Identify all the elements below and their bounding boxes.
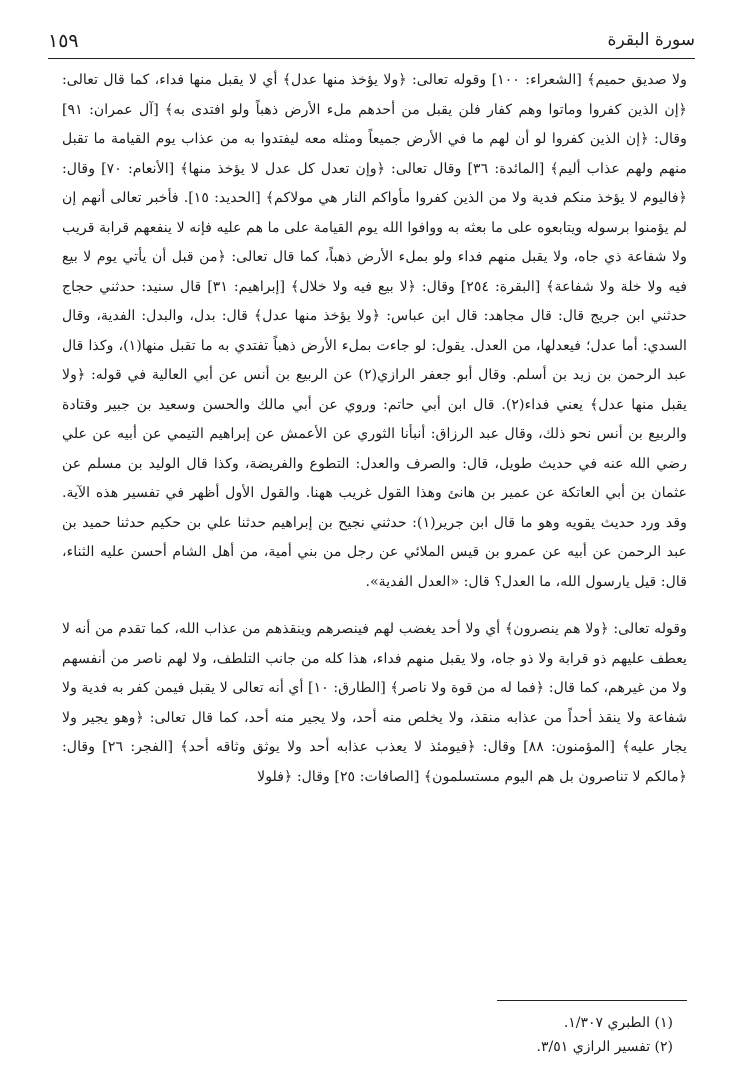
surah-title: سورة البقرة xyxy=(607,30,695,50)
paragraph-1: ولا صديق حميم﴾ [الشعراء: ١٠٠] وقوله تعالى: ﴿ولا يؤخذ منها عدل﴾ أي لا يقبل منها فداء، كما قال تعالى: ﴿إن الذين كفروا وماتوا وهم كفار فلن يقبل من أحدهم ملء الأرض ذهباً ولو افتدى به﴾ [آل عمران: ٩١] وقال: ﴿إن الذين كفروا لو أن لهم ما في الأرض جميعاً ومثله معه ليفتدوا به من عذاب يوم القيامة ما تقبل منهم ولهم عذاب أليم﴾ [المائدة: ٣٦] وقال تعالى: ﴿وإن تعدل كل عدل لا يؤخذ منها﴾ [الأنعام: ٧٠] وقال: ﴿فاليوم لا يؤخذ منكم فدية ولا من الذين كفروا مأواكم النار هي مولاكم﴾ [الحديد: ١٥]. فأخبر تعالى أنهم إن لم يؤمنوا برسوله ويتابعوه على ما بعثه به ووافوا الله يوم القيامة على ما هم عليه فإنه لا ينفعهم قرابة قريب ولا شفاعة ذي جاه، ولا يقبل منهم فداء ولو بملء الأرض ذهباً، كما قال تعالى: ﴿من قبل أن يأتي يوم لا بيع فيه ولا خلة ولا شفاعة﴾ [البقرة: ٢٥٤] وقال: ﴿لا بيع فيه ولا خلال﴾ [إبراهيم: ٣١] قال سنيد: حدثني حجاج حدثني ابن جريج قال: قال مجاهد: قال ابن عباس: ﴿ولا يؤخذ منها عدل﴾ قال: بدل، والبدل: الفدية، وقال السدي: أما عدل؛ فيعدلها، من العدل. يقول: لو جاءت بملء الأرض ذهباً تفتدي به ما تقبل منها(١)، وكذا قال عبد الرحمن بن زيد بن أسلم. وقال أبو جعفر الرازي(٢) عن الربيع بن أنس عن أبي العالية في قوله: ﴿ولا يقبل منها عدل﴾ يعني فداء(٢). قال ابن أبي حاتم: وروي عن أبي مالك والحسن وسعيد بن جبير وقتادة والربيع بن أنس نحو ذلك، وقال عبد الرزاق: أنبأنا الثوري عن الأعمش عن إبراهيم التيمي عن أبيه عن علي رضي الله عنه في حديث طويل، قال: والصرف والعدل: التطوع والفريضة، وكذا قال الوليد بن مسلم عن عثمان بن أبي العاتكة عن عمير بن هانئ وهذا القول غريب ههنا. والقول الأول أظهر في تفسير هذه الآية. وقد ورد حديث يقويه وهو ما قال ابن جرير(١): حدثني نجيح بن إبراهيم حدثنا علي بن حكيم حدثنا حميد بن عبد الرحمن عن أبيه عن عمرو بن قيس الملائي عن رجل من بني أمية، من أهل الشام أحسن عليه الثناء، قال: قيل يارسول الله، ما العدل؟ قال: «العدل الفدية». xyxy=(62,72,688,590)
main-text xyxy=(62,66,687,792)
footnote-2: (٢) تفسير الرازي ٣/٥١. xyxy=(536,1039,673,1055)
page-number: ١٥٩ xyxy=(48,30,79,52)
footnotes xyxy=(62,1000,687,1059)
paragraph-2: وقوله تعالى: ﴿ولا هم ينصرون﴾ أي ولا أحد يغضب لهم فينصرهم وينقذهم من عذاب الله، كما تقدم من أنه لا يعطف عليهم ذو قرابة ولا ذو جاه، ولا يقبل منهم فداء، هذا كله من جانب التلطف، ولا لهم ناصر من أنفسهم ولا من غيرهم، كما قال: ﴿فما له من قوة ولا ناصر﴾ [الطارق: ١٠] أي أنه تعالى لا يقبل فيمن كفر به فدية ولا شفاعة ولا ينقذ أحداً من عذابه منقذ، ولا يخلص منه أحد، ولا يجير منه أحد، كما قال تعالى: ﴿وهو يجير ولا يجار عليه﴾ [المؤمنون: ٨٨] وقال: ﴿فيومئذ لا يعذب عذابه أحد ولا يوثق وثاقه أحد﴾ [الفجر: ٢٦] وقال: ﴿مالكم لا تناصرون بل هم اليوم مستسلمون﴾ [الصافات: ٢٥] وقال: ﴿فلولا xyxy=(62,621,687,785)
footnote-1: (١) الطبري ١/٣٠٧. xyxy=(563,1015,673,1031)
footnote-divider xyxy=(497,1000,687,1001)
page-header xyxy=(48,28,695,59)
